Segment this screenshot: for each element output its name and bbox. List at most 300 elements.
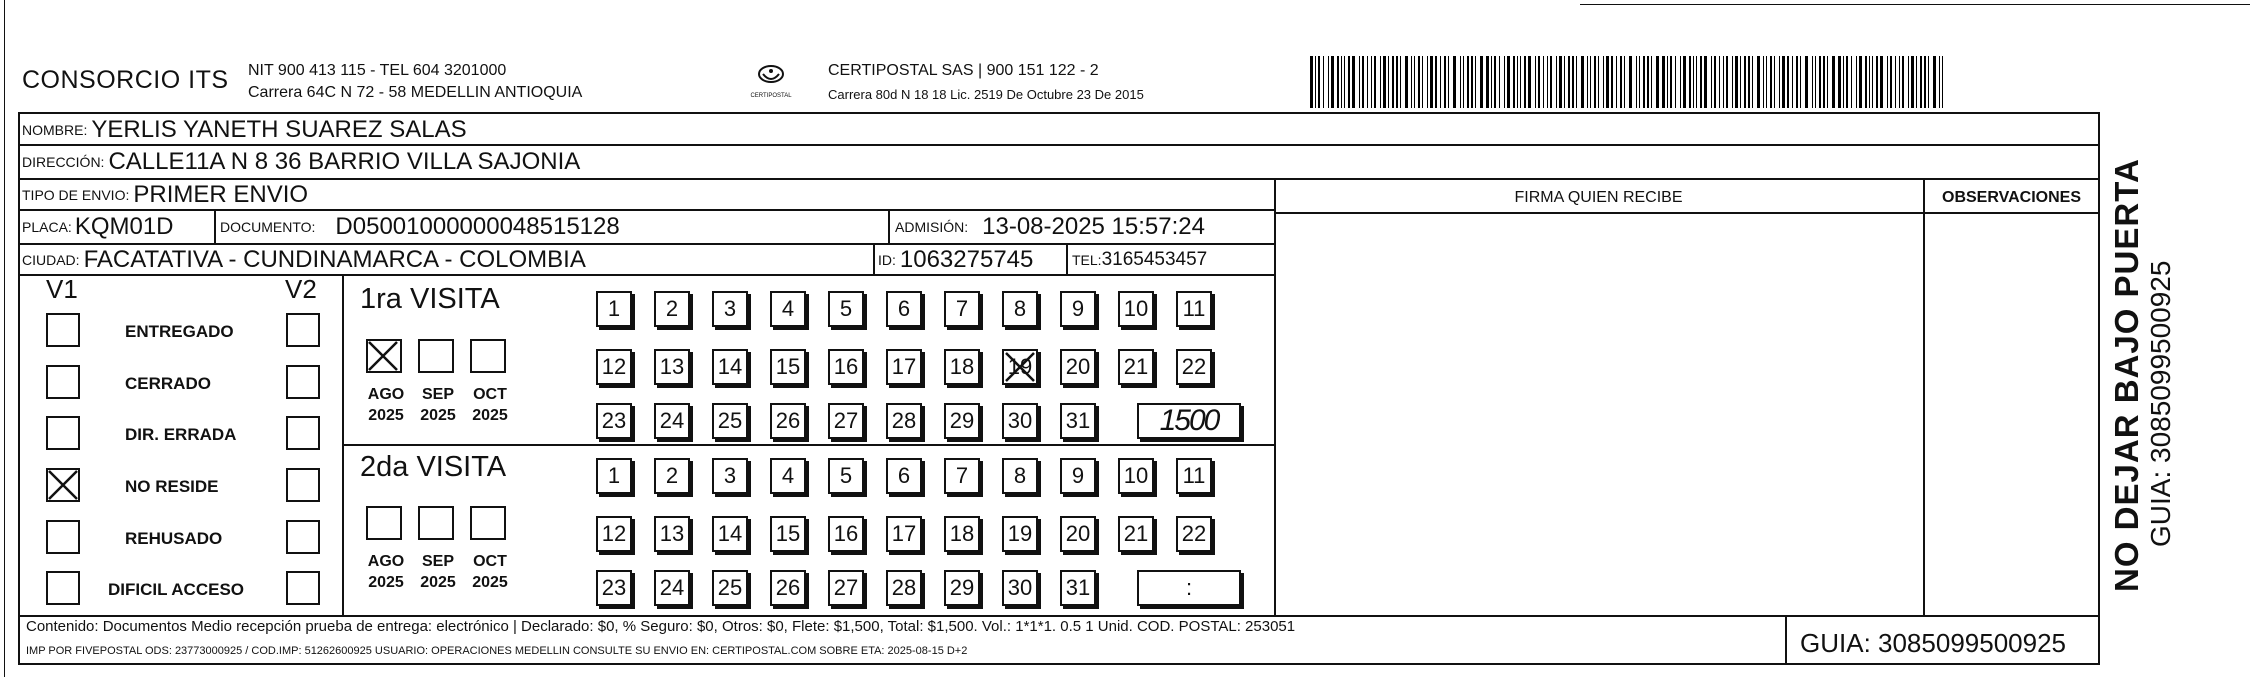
day-box[interactable]: 24 xyxy=(654,403,690,439)
barcode-bar xyxy=(1494,56,1496,108)
id-label: ID: xyxy=(878,251,896,268)
placa-row xyxy=(22,211,174,243)
id-divider xyxy=(873,243,875,274)
day-box[interactable]: 2 xyxy=(654,458,690,494)
barcode-bar xyxy=(1388,56,1389,108)
barcode-bar xyxy=(1899,56,1900,108)
id-value: 1063275745 xyxy=(899,245,1034,273)
month-label: SEP xyxy=(421,386,454,403)
barcode-bar xyxy=(1796,56,1798,108)
barcode-bar xyxy=(1757,56,1760,108)
barcode-bar xyxy=(1418,56,1420,108)
barcode-bar xyxy=(1590,56,1591,108)
tipo-value: PRIMER ENVIO xyxy=(133,180,309,208)
barcode-bar xyxy=(1774,56,1775,108)
company-nit: NIT 900 413 115 - TEL 604 3201000 xyxy=(248,62,507,79)
day-box[interactable]: 31 xyxy=(1060,570,1096,606)
barcode-bar xyxy=(1815,56,1816,108)
barcode-bar xyxy=(1895,56,1896,108)
month-checkbox[interactable] xyxy=(470,339,506,373)
day-box[interactable]: 8 xyxy=(1002,291,1038,327)
v1-checkbox[interactable] xyxy=(46,313,80,347)
day-box[interactable]: 22 xyxy=(1176,349,1212,385)
v2-checkbox[interactable] xyxy=(286,468,320,502)
barcode-bar xyxy=(1581,56,1584,108)
barcode-bar xyxy=(1491,56,1492,108)
barcode-bar xyxy=(1538,56,1540,108)
day-box[interactable]: 18 xyxy=(944,516,980,552)
barcode-bar xyxy=(1902,56,1904,108)
month-label: OCT xyxy=(473,553,507,570)
side-text xyxy=(2110,158,2175,592)
day-box[interactable]: 15 xyxy=(770,516,806,552)
id-row xyxy=(878,245,1033,274)
barcode-bar xyxy=(1662,56,1665,108)
day-box[interactable]: 28 xyxy=(886,570,922,606)
v1-label: V1 xyxy=(46,274,78,304)
barcode-bar xyxy=(1556,56,1557,108)
year-label: 2025 xyxy=(368,574,404,591)
day-box[interactable]: 20 xyxy=(1060,516,1096,552)
v1-checkbox[interactable] xyxy=(46,468,80,502)
barcode-bar xyxy=(1787,56,1789,108)
barcode-bar xyxy=(1467,56,1469,108)
barcode-bar xyxy=(1480,56,1483,108)
day-box[interactable]: 30 xyxy=(1002,403,1038,439)
day-box[interactable]: 23 xyxy=(596,570,632,606)
day-box[interactable]: 10 xyxy=(1118,458,1154,494)
v1-checkbox[interactable] xyxy=(46,571,80,605)
barcode-bar xyxy=(1374,56,1376,108)
barcode-bar xyxy=(1740,56,1741,108)
barcode-bar xyxy=(1827,56,1828,108)
day-box[interactable]: 5 xyxy=(828,291,864,327)
barcode-bar xyxy=(1400,56,1401,108)
barcode-bar xyxy=(1942,56,1943,108)
barcode-bar xyxy=(1323,56,1324,108)
barcode-bar xyxy=(1603,56,1604,108)
day-box[interactable]: 1 xyxy=(596,458,632,494)
footer-divider xyxy=(18,615,2100,617)
barcode-bar xyxy=(1859,56,1862,108)
day-box[interactable]: 13 xyxy=(654,516,690,552)
barcode-bar xyxy=(1711,56,1712,108)
barcode-bar xyxy=(1851,56,1852,108)
barcode-bar xyxy=(1380,56,1381,108)
day-box[interactable]: 28 xyxy=(886,403,922,439)
day-box[interactable]: 11 xyxy=(1176,458,1212,494)
barcode-bar xyxy=(1744,56,1746,108)
time-box[interactable]: : xyxy=(1137,570,1241,606)
barcode-bar xyxy=(1890,56,1892,108)
barcode-bar xyxy=(1367,56,1368,108)
v2-checkbox[interactable] xyxy=(286,313,320,347)
barcode-bar xyxy=(1411,56,1412,108)
barcode-bar xyxy=(1414,56,1415,108)
barcode-bar xyxy=(1911,56,1914,108)
status-label: NO RESIDE xyxy=(125,477,219,496)
barcode-bar xyxy=(1517,56,1518,108)
day-box[interactable]: 4 xyxy=(770,458,806,494)
status-label: ENTREGADO xyxy=(125,322,234,341)
barcode-bar xyxy=(1693,56,1694,108)
day-box[interactable]: 4 xyxy=(770,291,806,327)
status-label: REHUSADO xyxy=(125,529,223,548)
barcode-bar xyxy=(1869,56,1870,108)
barcode-bar xyxy=(1568,56,1570,108)
barcode-bar xyxy=(1396,56,1398,108)
documento-row xyxy=(220,211,620,243)
tipo-row xyxy=(22,180,308,209)
placa-label: PLACA: xyxy=(22,219,72,235)
barcode-bar xyxy=(1651,56,1652,108)
day-box[interactable]: 26 xyxy=(770,570,806,606)
firma-header-divider xyxy=(1274,212,2100,214)
barcode-bar xyxy=(1700,56,1702,108)
barcode-bar xyxy=(1475,56,1476,108)
barcode-bar xyxy=(1598,56,1599,108)
barcode-bar xyxy=(1732,56,1733,108)
barcode-bar xyxy=(1392,56,1394,108)
month-label: SEP xyxy=(421,553,454,570)
barcode-bar xyxy=(1782,56,1785,108)
day-box[interactable]: 14 xyxy=(712,349,748,385)
day-box[interactable]: 23 xyxy=(596,403,632,439)
barcode-bar xyxy=(1547,56,1548,108)
day-box[interactable]: 12 xyxy=(596,349,632,385)
barcode-bar xyxy=(1726,56,1728,108)
day-box[interactable]: 9 xyxy=(1060,458,1096,494)
barcode-bar xyxy=(1572,56,1574,108)
carrier-address: Carrera 80d N 18 18 Lic. 2519 De Octubre 23 De 2015 xyxy=(828,87,1144,102)
day-box[interactable]: 6 xyxy=(886,458,922,494)
visit-divider xyxy=(342,444,1274,446)
month-label: AGO xyxy=(367,386,405,403)
barcode-bar xyxy=(1735,56,1738,108)
day-box[interactable]: 22 xyxy=(1176,516,1212,552)
barcode-bar xyxy=(1616,56,1617,108)
barcode-bar xyxy=(1763,56,1764,108)
day-box[interactable]: 24 xyxy=(654,570,690,606)
barcode-bar xyxy=(1846,56,1848,108)
status-label: DIFICIL ACCESO xyxy=(108,580,245,599)
day-box[interactable]: 9 xyxy=(1060,291,1096,327)
day-box[interactable]: 15 xyxy=(770,349,806,385)
barcode-bar xyxy=(1714,56,1716,108)
documento-label: DOCUMENTO: xyxy=(220,219,316,235)
obs-left-border xyxy=(1923,178,1925,615)
day-box[interactable]: 13 xyxy=(654,349,690,385)
barcode-bar xyxy=(1805,56,1808,108)
barcode-bar xyxy=(1696,56,1697,108)
barcode-bar xyxy=(1564,56,1565,108)
v2-label: V2 xyxy=(285,274,317,304)
footer-imp: IMP POR FIVEPOSTAL ODS: 23773000925 / COD.IMP: 51262600925 USUARIO: OPERACIONES MEDELLIN CONSULTE SU ENVIO EN: CERTIPOSTAL.COM SOBRE ETA: 2025-08-15 D+2 xyxy=(26,645,968,657)
tel-value: 3165453457 xyxy=(1101,248,1208,270)
ciudad-row xyxy=(22,245,586,274)
admision-value: 13-08-2025 15:57:24 xyxy=(982,213,1205,240)
day-box[interactable]: 18 xyxy=(944,349,980,385)
barcode-bar xyxy=(1924,56,1926,108)
barcode-bar xyxy=(1550,56,1552,108)
day-box[interactable]: 12 xyxy=(596,516,632,552)
day-box[interactable]: 1 xyxy=(596,291,632,327)
month-checkbox[interactable] xyxy=(366,506,402,540)
day-box[interactable]: 7 xyxy=(944,458,980,494)
direccion-label: DIRECCIÓN: xyxy=(22,154,105,170)
day-box[interactable]: 5 xyxy=(828,458,864,494)
day-box[interactable]: 10 xyxy=(1118,291,1154,327)
barcode-bar xyxy=(1779,56,1780,108)
day-box[interactable]: 27 xyxy=(828,570,864,606)
barcode-bar xyxy=(1856,56,1857,108)
barcode-bar xyxy=(1704,56,1707,108)
status-label: DIR. ERRADA xyxy=(125,425,237,444)
documento-value: D05001000000048515128 xyxy=(335,213,620,240)
barcode-bar xyxy=(1639,56,1640,108)
barcode-bar xyxy=(1331,56,1334,108)
barcode-bar xyxy=(1486,56,1489,108)
barcode-bar xyxy=(1507,56,1510,108)
barcode-bar xyxy=(1328,56,1329,108)
barcode-bar xyxy=(1587,56,1588,108)
v1-checkbox[interactable] xyxy=(46,416,80,450)
barcode-bar xyxy=(1928,56,1929,108)
barcode-bar xyxy=(1823,56,1825,108)
barcode-bar xyxy=(1832,56,1835,108)
barcode-bar xyxy=(1405,56,1408,108)
day-box[interactable]: 25 xyxy=(712,570,748,606)
barcode-bar xyxy=(1723,56,1724,108)
barcode-bar xyxy=(1643,56,1645,108)
day-box[interactable]: 19 xyxy=(1002,516,1038,552)
tipo-label: TIPO DE ENVIO: xyxy=(22,186,130,203)
barcode-bar xyxy=(1348,56,1350,108)
barcode-bar xyxy=(1792,56,1793,108)
barcode-bar xyxy=(1620,56,1622,108)
barcode-bar xyxy=(1606,56,1609,108)
barcode-bar xyxy=(1430,56,1433,108)
day-box[interactable]: 21 xyxy=(1118,349,1154,385)
barcode-bar xyxy=(1535,56,1536,108)
barcode-bar xyxy=(1933,56,1936,108)
barcode-bar xyxy=(1916,56,1917,108)
barcode-bar xyxy=(1680,56,1681,108)
day-box[interactable]: 17 xyxy=(886,516,922,552)
day-box[interactable]: 29 xyxy=(944,403,980,439)
barcode-bar xyxy=(1670,56,1672,108)
barcode-bar xyxy=(1611,56,1613,108)
barcode-bar xyxy=(1629,56,1632,108)
day-box[interactable]: 14 xyxy=(712,516,748,552)
tel-divider xyxy=(1066,243,1068,274)
barcode-bar xyxy=(1920,56,1922,108)
day-box[interactable]: 19 xyxy=(1002,349,1038,385)
day-box[interactable]: 26 xyxy=(770,403,806,439)
barcode-bar xyxy=(1520,56,1521,108)
day-box[interactable]: 30 xyxy=(1002,570,1038,606)
barcode-bar xyxy=(1528,56,1531,108)
day-box[interactable]: 16 xyxy=(828,349,864,385)
barcode-bar xyxy=(1435,56,1437,108)
barcode-bar xyxy=(1872,56,1873,108)
barcode-bar xyxy=(1939,56,1940,108)
day-box[interactable]: 3 xyxy=(712,291,748,327)
barcode-bar xyxy=(1344,56,1345,108)
month-checkbox[interactable] xyxy=(418,339,454,373)
day-box[interactable]: 17 xyxy=(886,349,922,385)
barcode-bar xyxy=(1689,56,1691,108)
carrier-logo-icon xyxy=(755,64,787,90)
barcode-bar xyxy=(1812,56,1813,108)
carrier-logo-text: CERTIPOSTAL xyxy=(750,93,792,99)
barcode-bar xyxy=(1524,56,1526,108)
admision-row xyxy=(895,211,1205,243)
barcode-bar xyxy=(1838,56,1841,108)
year-label: 2025 xyxy=(472,407,508,424)
barcode-bar xyxy=(1427,56,1428,108)
v2-checkbox[interactable] xyxy=(286,520,320,554)
barcode-bar xyxy=(1800,56,1801,108)
barcode-bar xyxy=(1448,56,1449,108)
admision-divider xyxy=(888,209,890,243)
v2-checkbox[interactable] xyxy=(286,571,320,605)
month-checkbox[interactable] xyxy=(418,506,454,540)
barcode-bar xyxy=(1499,56,1500,108)
day-box[interactable]: 2 xyxy=(654,291,690,327)
carrier-name: CERTIPOSTAL SAS | 900 151 122 - 2 xyxy=(828,62,1099,79)
second-visit-title: 2da VISITA xyxy=(360,451,507,483)
day-box[interactable]: 11 xyxy=(1176,291,1212,327)
barcode-bar xyxy=(1422,56,1423,108)
month-label: OCT xyxy=(473,386,507,403)
barcode-bar xyxy=(1748,56,1750,108)
barcode-bar xyxy=(1383,56,1386,108)
tel-row xyxy=(1072,245,1207,274)
side-warning: NO DEJAR BAJO PUERTA xyxy=(2108,158,2145,592)
side-guia: GUIA: 3085099500925 xyxy=(2145,260,2176,547)
footer-guia: GUIA: 3085099500925 xyxy=(1800,628,2066,658)
row-divider-5 xyxy=(18,274,1274,276)
barcode-bar xyxy=(1647,56,1649,108)
barcode-bar xyxy=(1675,56,1676,108)
barcode-bar xyxy=(1683,56,1686,108)
barcode-bar xyxy=(1352,56,1355,108)
barcode-bar xyxy=(1471,56,1473,108)
day-box[interactable]: 20 xyxy=(1060,349,1096,385)
year-label: 2025 xyxy=(368,407,404,424)
nombre-row xyxy=(22,115,467,145)
barcode-bar xyxy=(1908,56,1909,108)
day-box[interactable]: 7 xyxy=(944,291,980,327)
month-label: AGO xyxy=(367,553,405,570)
status-label: CERRADO xyxy=(125,374,211,393)
barcode-bar xyxy=(1310,56,1313,108)
barcode-bar xyxy=(1880,56,1883,108)
day-box[interactable]: 29 xyxy=(944,570,980,606)
barcode-bar xyxy=(1656,56,1659,108)
barcode-bar xyxy=(1719,56,1720,108)
barcode-bar xyxy=(1318,56,1320,108)
year-label: 2025 xyxy=(420,407,456,424)
ciudad-label: CIUDAD: xyxy=(22,251,80,268)
time-box[interactable]: 1500 xyxy=(1137,403,1241,439)
barcode-bar xyxy=(1444,56,1446,108)
day-box[interactable]: 3 xyxy=(712,458,748,494)
day-box[interactable]: 6 xyxy=(886,291,922,327)
company-address: Carrera 64C N 72 - 58 MEDELLIN ANTIOQUIA xyxy=(248,84,583,101)
barcode-bar xyxy=(1460,56,1461,108)
barcode-bar xyxy=(1865,56,1867,108)
first-visit-title: 1ra VISITA xyxy=(360,283,500,315)
left-edge-line xyxy=(4,0,5,677)
month-checkbox[interactable] xyxy=(366,339,402,373)
barcode-bar xyxy=(1362,56,1364,108)
carrier-logo xyxy=(748,64,794,99)
barcode-bar xyxy=(1513,56,1515,108)
barcode-bar xyxy=(1504,56,1505,108)
barcode-bar xyxy=(1876,56,1878,108)
admision-label: ADMISIÓN: xyxy=(895,219,969,235)
year-label: 2025 xyxy=(420,574,456,591)
barcode-bar xyxy=(1667,56,1668,108)
month-checkbox[interactable] xyxy=(470,506,506,540)
barcode-bar xyxy=(1315,56,1316,108)
direccion-value: CALLE11A N 8 36 BARRIO VILLA SAJONIA xyxy=(108,148,581,175)
company-name: CONSORCIO ITS xyxy=(22,66,229,94)
day-box[interactable]: 31 xyxy=(1060,403,1096,439)
v1-checkbox[interactable] xyxy=(46,520,80,554)
barcode-bar xyxy=(1843,56,1844,108)
barcode-bar xyxy=(1576,56,1577,108)
v1-checkbox[interactable] xyxy=(46,365,80,399)
placa-value: KQM01D xyxy=(74,213,174,240)
observaciones-header: OBSERVACIONES xyxy=(1942,189,2081,206)
v2-checkbox[interactable] xyxy=(286,416,320,450)
barcode-bar xyxy=(1359,56,1360,108)
barcode-bar xyxy=(1624,56,1625,108)
barcode-bar xyxy=(1770,56,1772,108)
ciudad-value: FACATATIVA - CUNDINAMARCA - COLOMBIA xyxy=(83,245,586,273)
direccion-row xyxy=(22,147,580,177)
barcode-bar xyxy=(1371,56,1372,108)
barcode-bar xyxy=(1337,56,1339,108)
barcode-bar xyxy=(1440,56,1441,108)
barcode-bar xyxy=(1819,56,1821,108)
barcode-bar xyxy=(1766,56,1767,108)
day-box[interactable]: 16 xyxy=(828,516,864,552)
footer-guia-divider xyxy=(1785,615,1787,665)
barcode-bar xyxy=(1636,56,1637,108)
tel-label: TEL: xyxy=(1072,251,1102,268)
barcode-bar xyxy=(1543,56,1544,108)
v2-checkbox[interactable] xyxy=(286,365,320,399)
barcode-bar xyxy=(1559,56,1562,108)
day-box[interactable]: 27 xyxy=(828,403,864,439)
day-box[interactable]: 8 xyxy=(1002,458,1038,494)
firma-header: FIRMA QUIEN RECIBE xyxy=(1514,189,1683,206)
barcode-bar xyxy=(1453,56,1456,108)
barcode-bar xyxy=(1752,56,1753,108)
day-box[interactable]: 25 xyxy=(712,403,748,439)
year-label: 2025 xyxy=(472,574,508,591)
nombre-label: NOMBRE: xyxy=(22,122,88,138)
day-box[interactable]: 21 xyxy=(1118,516,1154,552)
barcode-bar xyxy=(1341,56,1342,108)
placa-divider xyxy=(214,209,216,243)
top-edge-line xyxy=(1580,4,2250,5)
row-divider-2 xyxy=(18,178,2100,180)
